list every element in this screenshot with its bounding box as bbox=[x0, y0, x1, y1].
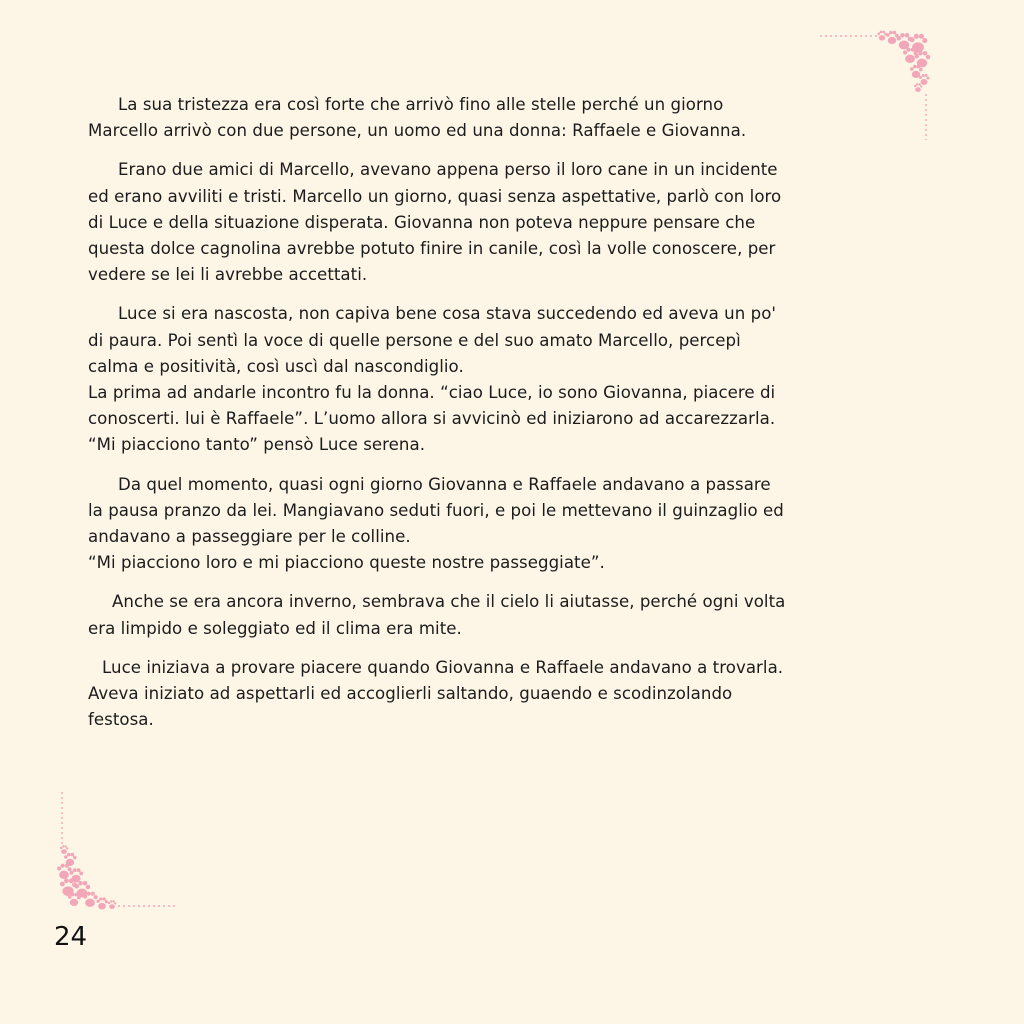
page-number: 24 bbox=[54, 922, 88, 952]
story-text bbox=[88, 92, 914, 746]
paragraph-4 bbox=[88, 472, 914, 577]
text-line: Luce si era nascosta, non capiva bene cosa stava succedendo ed aveva un po' bbox=[118, 304, 777, 324]
text-line: La sua tristezza era così forte che arrivò fino alle stelle perché un giorno bbox=[118, 95, 724, 114]
text-line: questa dolce cagnolina avrebbe potuto finire in canile, così la volle conoscere, per bbox=[88, 239, 776, 259]
text-line: festosa. bbox=[88, 710, 154, 730]
text-line: Da quel momento, quasi ogni giorno Giovanna e Raffaele andavano a passare bbox=[118, 474, 771, 494]
text-line: Marcello arrivò con due persone, un uomo ed una donna: Raffaele e Giovanna. bbox=[88, 121, 747, 141]
text-line: calma e positività, così uscì dal nascondiglio. bbox=[88, 356, 464, 376]
text-line: la pausa pranzo da lei. Mangiavano seduti fuori, e poi le mettevano il guinzaglio ed bbox=[88, 500, 784, 520]
text-line: ed erano avviliti e tristi. Marcello un giorno, quasi senza aspettative, parlò con loro bbox=[88, 186, 782, 206]
paragraph-2 bbox=[88, 157, 914, 288]
text-line: di paura. Poi sentì la voce di quelle persone e del suo amato Marcello, percepì bbox=[88, 330, 741, 350]
text-line: Aveva iniziato ad aspettarli ed accoglierli saltando, guaendo e scodinzolando bbox=[88, 684, 733, 704]
text-line: Erano due amici di Marcello, avevano appena perso il loro cane in un incidente bbox=[118, 160, 778, 180]
text-line: La prima ad andarle incontro fu la donna. “ciao Luce, io sono Giovanna, piacere di bbox=[88, 383, 776, 403]
paw-corner-bottom-left bbox=[52, 788, 182, 913]
text-line: “Mi piacciono tanto” pensò Luce serena. bbox=[88, 435, 426, 455]
paragraph-6 bbox=[88, 655, 914, 734]
text-line: di Luce e della situazione disperata. Giovanna non poteva neppure pensare che bbox=[88, 212, 756, 232]
paragraph-5 bbox=[88, 589, 914, 641]
text-line: “Mi piacciono loro e mi piacciono queste nostre passeggiate”. bbox=[88, 553, 605, 573]
paragraph-3 bbox=[88, 301, 914, 458]
text-line: Anche se era ancora inverno, sembrava che il cielo li aiutasse, perché ogni volta bbox=[112, 592, 786, 612]
text-line: vedere se lei li avrebbe accettati. bbox=[88, 265, 368, 285]
text-line: conoscerti. lui è Raffaele”. L’uomo allora si avvicinò ed iniziarono ad accarezzarla. bbox=[88, 409, 776, 429]
text-line: era limpido e soleggiato ed il clima era mite. bbox=[88, 618, 462, 638]
paragraph-1 bbox=[88, 92, 914, 144]
text-line: Luce iniziava a provare piacere quando Giovanna e Raffaele andavano a trovarla. bbox=[102, 657, 784, 677]
text-line: andavano a passeggiare per le colline. bbox=[88, 527, 411, 547]
